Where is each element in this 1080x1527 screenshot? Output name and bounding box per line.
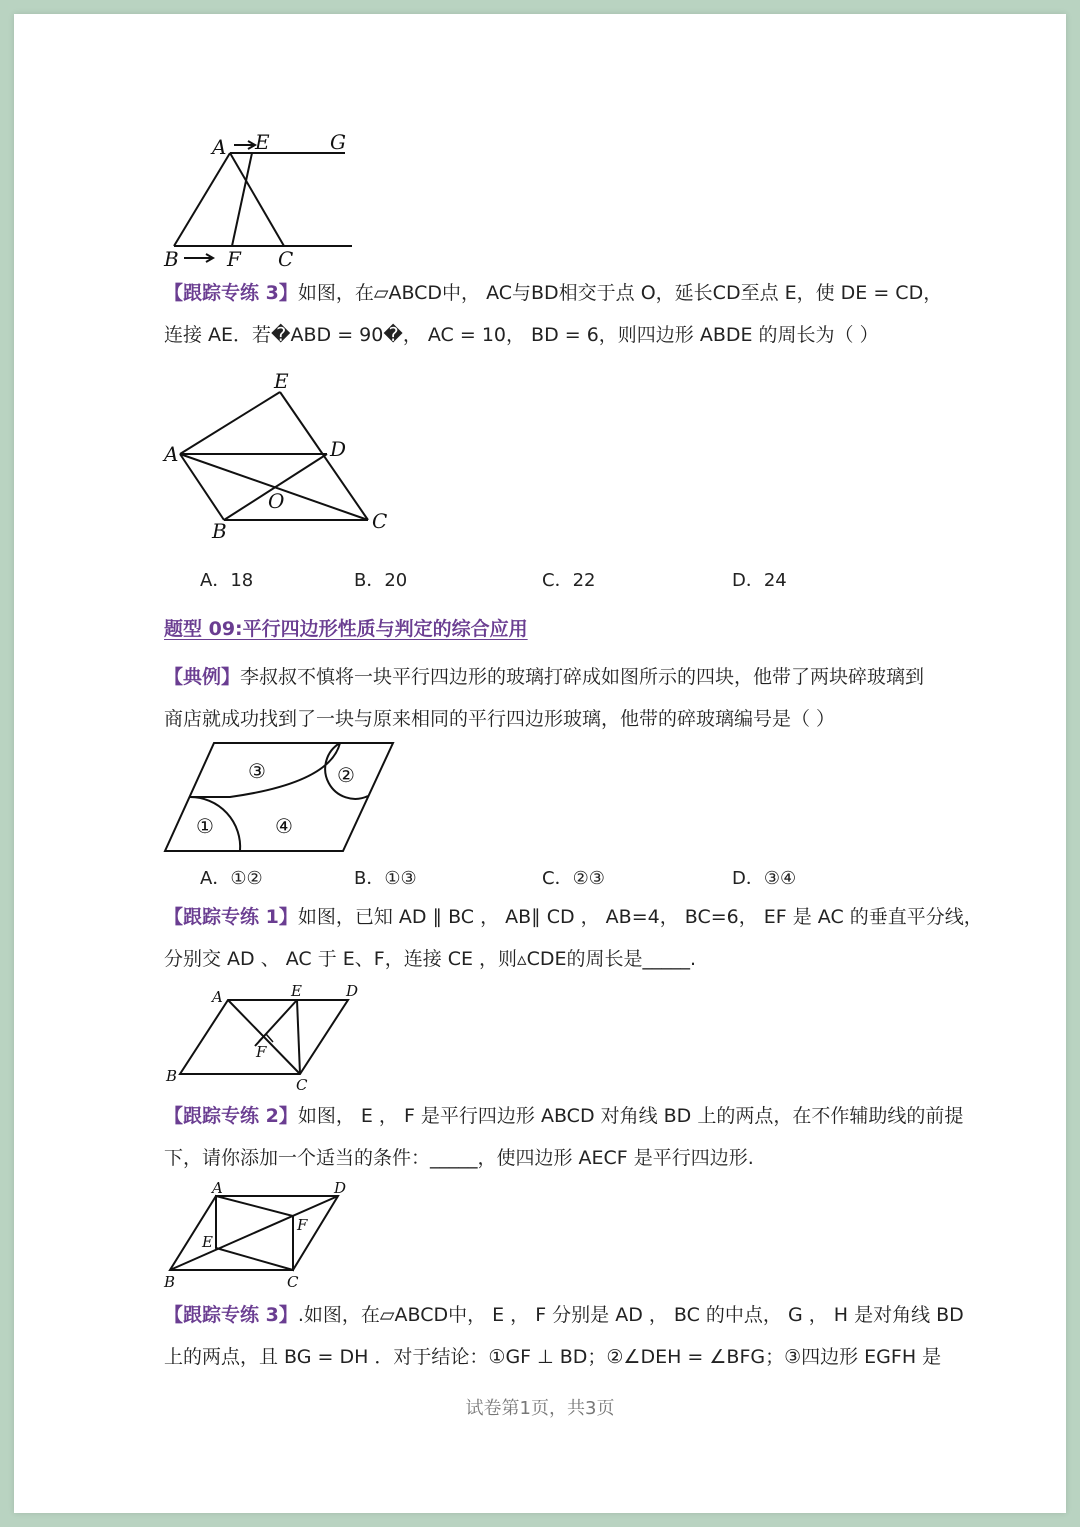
label-b: B	[164, 1273, 176, 1291]
problem-line-2: 分别交 AD 、 AC 于 E、F，连接 CE ，则▵CDE的周长是_____.	[164, 948, 697, 970]
label-o: O	[268, 489, 285, 513]
problem-tracking-2	[164, 1095, 963, 1179]
page-footer: 试卷第1页，共3页	[465, 1398, 615, 1419]
option-a[interactable]: A．18	[200, 570, 254, 591]
problem-example	[164, 656, 924, 740]
segment-ac	[230, 153, 284, 246]
label-c: C	[287, 1273, 299, 1291]
problem-line-1	[164, 656, 924, 698]
label-d: D	[346, 982, 359, 1000]
problem-tracking-1	[164, 896, 983, 980]
label-e: E	[274, 369, 289, 393]
piece-label-2: ②	[337, 763, 355, 787]
label-a: A	[212, 135, 227, 159]
piece-label-1: ①	[196, 814, 214, 838]
segment-ec	[297, 1000, 300, 1074]
option-c[interactable]: C．②③	[542, 868, 605, 889]
problem-tag: 【跟踪专练 3】	[164, 282, 298, 304]
option-b[interactable]: B．①③	[354, 868, 417, 889]
label-c: C	[296, 1076, 308, 1094]
option-c[interactable]: C．22	[542, 570, 596, 591]
label-b: B	[164, 247, 179, 271]
label-e: E	[255, 130, 270, 154]
problem-tag: 【跟踪专练 1】	[164, 906, 298, 928]
problem-line-2: 下，请你添加一个适当的条件：_____，使四边形 AECF 是平行四边形.	[164, 1147, 754, 1169]
label-a: A	[212, 1179, 223, 1197]
figure-2	[160, 366, 400, 546]
problem-line-1	[164, 896, 983, 938]
piece-label-3: ③	[248, 759, 266, 783]
segment-ef	[232, 153, 252, 246]
label-g: G	[330, 130, 346, 154]
problem-line-2: 连接 AE．若�ABD = 90�， AC = 10， BD = 6，则四边形 ABDE 的周长为（ ）	[164, 324, 879, 346]
option-a[interactable]: A．①②	[200, 868, 263, 889]
label-f: F	[297, 1216, 308, 1234]
problem-tracking-3b	[164, 1294, 964, 1378]
segment-ab	[174, 153, 230, 246]
problem-line-1	[164, 1294, 964, 1336]
label-c: C	[372, 509, 388, 533]
section-heading: 题型 09:平行四边形性质与判定的综合应用	[164, 618, 528, 640]
label-d: D	[334, 1179, 347, 1197]
problem-tag: 【跟踪专练 3】	[164, 1304, 298, 1326]
figure-5	[160, 1178, 360, 1294]
figure-4	[160, 980, 370, 1095]
label-f: F	[256, 1043, 267, 1061]
problem-text: 如图，在▱ABCD中， AC与BD相交于点 O，延长CD至点 E，使 DE = CD，	[297, 282, 943, 304]
label-f: F	[227, 247, 241, 271]
figure-3	[160, 738, 400, 856]
label-e: E	[291, 982, 302, 1000]
label-b: B	[212, 519, 227, 543]
label-d: D	[330, 437, 347, 461]
option-b[interactable]: B．20	[354, 570, 408, 591]
problem-tag: 【跟踪专练 2】	[164, 1105, 298, 1127]
problem-text: 李叔叔不慎将一块平行四边形的玻璃打碎成如图所示的四块，他带了两块碎玻璃到	[240, 666, 925, 688]
label-a: A	[164, 442, 179, 466]
problem-tag: 【典例】	[164, 666, 241, 688]
problem-text: .如图，在▱ABCD中， E ， F 分别是 AD ， BC 的中点， G ， H 是对角线 BD	[297, 1304, 964, 1326]
piece-label-4: ④	[275, 814, 293, 838]
problem-line-1	[164, 1095, 963, 1137]
problem-line-2: 上的两点，且 BG = DH ．对于结论：①GF ⊥ BD；②∠DEH = ∠BFG；③四边形 EGFH 是	[164, 1346, 942, 1368]
problem-line-2: 商店就成功找到了一块与原来相同的平行四边形玻璃，他带的碎玻璃编号是（ ）	[164, 708, 836, 730]
segment-ab	[180, 454, 224, 520]
problem-text: 如图， E ， F 是平行四边形 ABCD 对角线 BD 上的两点，在不作辅助线的前提	[297, 1105, 964, 1127]
problem-line-1	[164, 272, 942, 314]
problem-tracking-3a	[164, 272, 942, 356]
label-c: C	[278, 247, 294, 271]
segment-ae	[180, 392, 280, 454]
option-d[interactable]: D．③④	[732, 868, 797, 889]
label-e: E	[202, 1233, 213, 1251]
label-b: B	[166, 1067, 178, 1085]
option-d[interactable]: D．24	[732, 570, 787, 591]
figure-1	[160, 128, 370, 273]
label-a: A	[212, 988, 223, 1006]
problem-text: 如图，已知 AD ∥ BC ， AB∥ CD ， AB=4， BC=6， EF 是 AC 的垂直平分线，	[297, 906, 983, 928]
